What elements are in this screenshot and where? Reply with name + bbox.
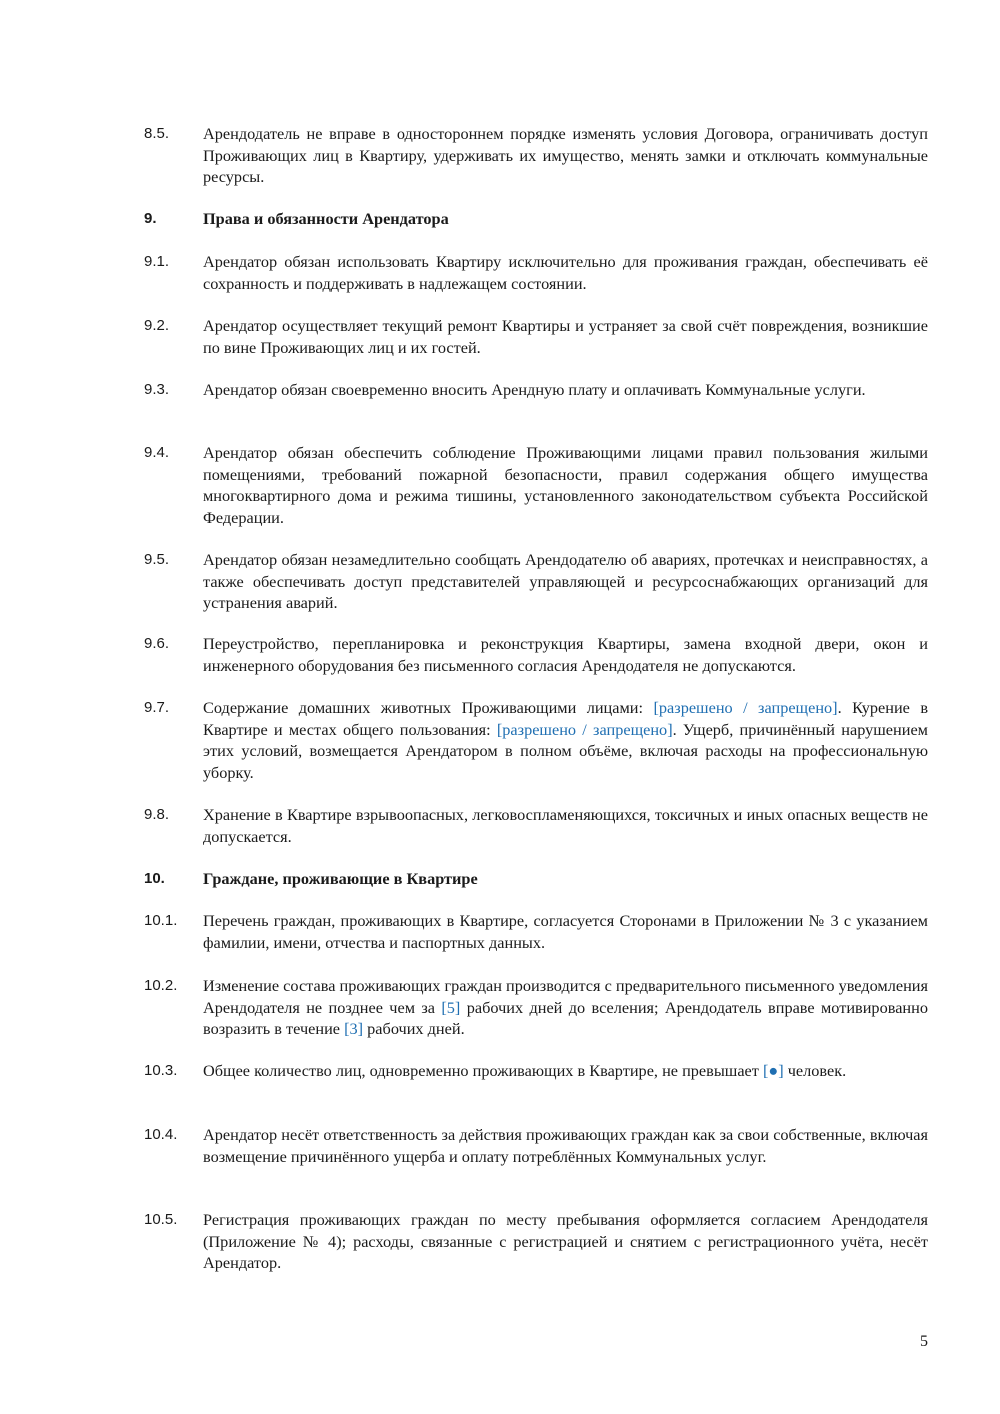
- clause: [144, 804, 928, 847]
- text-segment: . Курение в Квартире и местах общего пользования:: [203, 698, 929, 739]
- clause-text: [203, 633, 928, 676]
- text-segment: человек.: [783, 1061, 847, 1080]
- placeholder-field: [разрешено / запрещено]: [496, 719, 673, 739]
- text-segment: Переустройство, перепланировка и реконструкция Квартиры, замена входной двери, окон и инженерного оборудования без письменного согласия Арендодателя не допускаются.: [203, 634, 928, 675]
- text-segment: Арендатор несёт ответственность за действия проживающих граждан как за свои собственные, включая возмещение причинённого ущерба и оплату потреблённых Коммунальных услуг.: [203, 1125, 928, 1166]
- clause-number: 10.3.: [144, 1062, 178, 1079]
- clause-number: 9.8.: [144, 806, 170, 823]
- clause-number: 9.3.: [144, 381, 170, 398]
- clause-number: 9.: [144, 210, 157, 227]
- clause-text: [203, 1209, 928, 1274]
- heading-text: [203, 208, 928, 230]
- clause: [144, 549, 928, 614]
- section-heading: [144, 208, 928, 230]
- text-segment: Изменение состава проживающих граждан производится с предварительного письменного уведомления Арендодателя не позднее чем за: [203, 976, 928, 1017]
- clause-number: 10.2.: [144, 977, 178, 994]
- clause: [144, 1060, 928, 1082]
- text-segment: Арендатор обязан обеспечить соблюдение Проживающими лицами правил пользования жилыми помещениями, требований пожарной безопасности, правил содержания общего имущества многоквартирного дома и режима тишины, установленного законодательством субъекта Российской Федерации.: [203, 443, 928, 528]
- clause: [144, 123, 928, 188]
- clause-text: [203, 315, 928, 358]
- placeholder-field: [разрешено / запрещено]: [653, 698, 838, 717]
- text-segment: Граждане, проживающие в Квартире: [203, 869, 478, 888]
- clause-number: 8.5.: [144, 125, 170, 142]
- clause: [144, 697, 928, 784]
- text-segment: Содержание домашних животных Проживающими лицами:: [203, 698, 654, 717]
- clause-text: [203, 1060, 928, 1082]
- clause-number: 9.5.: [144, 551, 170, 568]
- clause: [144, 315, 928, 358]
- clause-text: [203, 975, 928, 1040]
- text-segment: Арендатор обязан незамедлительно сообщать Арендодателю об авариях, протечках и неисправностях, а также обеспечивать доступ представителей управляющей и ресурсоснабжающих организаций для устранения аварий.: [203, 550, 928, 613]
- text-segment: рабочих дней.: [363, 1019, 465, 1039]
- text-segment: Регистрация проживающих граждан по месту пребывания оформляется согласием Арендодателя (Приложение № 4); расходы, связанные с регистрацией и снятием с регистрационного учёта, несёт Арендатор.: [203, 1210, 928, 1273]
- text-segment: Права и обязанности Арендатора: [203, 209, 449, 228]
- clause-text: [203, 804, 928, 847]
- section-heading: [144, 868, 928, 890]
- clause-text: [203, 442, 928, 529]
- clause-text: [203, 379, 928, 401]
- text-segment: Арендатор обязан своевременно вносить Арендную плату и оплачивать Коммунальные услуги.: [203, 380, 866, 399]
- clause: [144, 1209, 928, 1274]
- clause-number: 9.6.: [144, 635, 170, 652]
- clause-number: 10.4.: [144, 1126, 178, 1143]
- clause-number: 9.4.: [144, 444, 170, 461]
- clause-text: [203, 123, 928, 188]
- text-segment: Арендодатель не вправе в одностороннем порядке изменять условия Договора, ограничивать доступ Проживающих лиц в Квартиру, удерживать их имущество, менять замки и отключать коммунальные ресурсы.: [203, 124, 928, 187]
- clause: [144, 442, 928, 529]
- placeholder-field: [●]: [762, 1061, 784, 1080]
- clause: [144, 633, 928, 676]
- clause-number: 9.2.: [144, 317, 170, 334]
- heading-text: [203, 868, 928, 890]
- clause: [144, 910, 928, 953]
- page-number: 5: [920, 1333, 928, 1350]
- clause-text: [203, 549, 928, 614]
- clause-text: [203, 251, 928, 294]
- clause-number: 9.7.: [144, 699, 170, 716]
- text-segment: Хранение в Квартире взрывоопасных, легковоспламеняющихся, токсичных и иных опасных веществ не допускается.: [203, 805, 928, 846]
- text-segment: Арендатор обязан использовать Квартиру исключительно для проживания граждан, обеспечивать её сохранность и поддерживать в надлежащем состоянии.: [203, 252, 928, 293]
- text-segment: Арендатор осуществляет текущий ремонт Квартиры и устраняет за свой счёт повреждения, возникшие по вине Проживающих лиц и их гостей.: [203, 316, 928, 357]
- placeholder-field: [3]: [344, 1019, 364, 1039]
- clause: [144, 379, 928, 401]
- clause-text: [203, 910, 928, 953]
- clause: [144, 975, 928, 1040]
- text-segment: . Ущерб, причинённый нарушением этих условий, возмещается Арендатором в полном объёме, включая расходы на профессиональную уборку.: [203, 719, 928, 783]
- text-segment: Общее количество лиц, одновременно проживающих в Квартире, не превышает: [203, 1061, 763, 1080]
- clause-number: 10.: [144, 870, 165, 887]
- clause-number: 9.1.: [144, 253, 170, 270]
- clause-text: [203, 1124, 928, 1167]
- text-segment: рабочих дней до вселения; Арендодатель вправе мотивированно возразить в течение: [203, 997, 928, 1039]
- clause-number: 10.5.: [144, 1211, 178, 1228]
- clause: [144, 1124, 928, 1167]
- text-segment: Перечень граждан, проживающих в Квартире, согласуется Сторонами в Приложении № 3 с указанием фамилии, имени, отчества и паспортных данных.: [203, 911, 928, 952]
- clause-text: [203, 697, 928, 784]
- placeholder-field: [5]: [441, 997, 461, 1017]
- clause-number: 10.1.: [144, 912, 178, 929]
- clause: [144, 251, 928, 294]
